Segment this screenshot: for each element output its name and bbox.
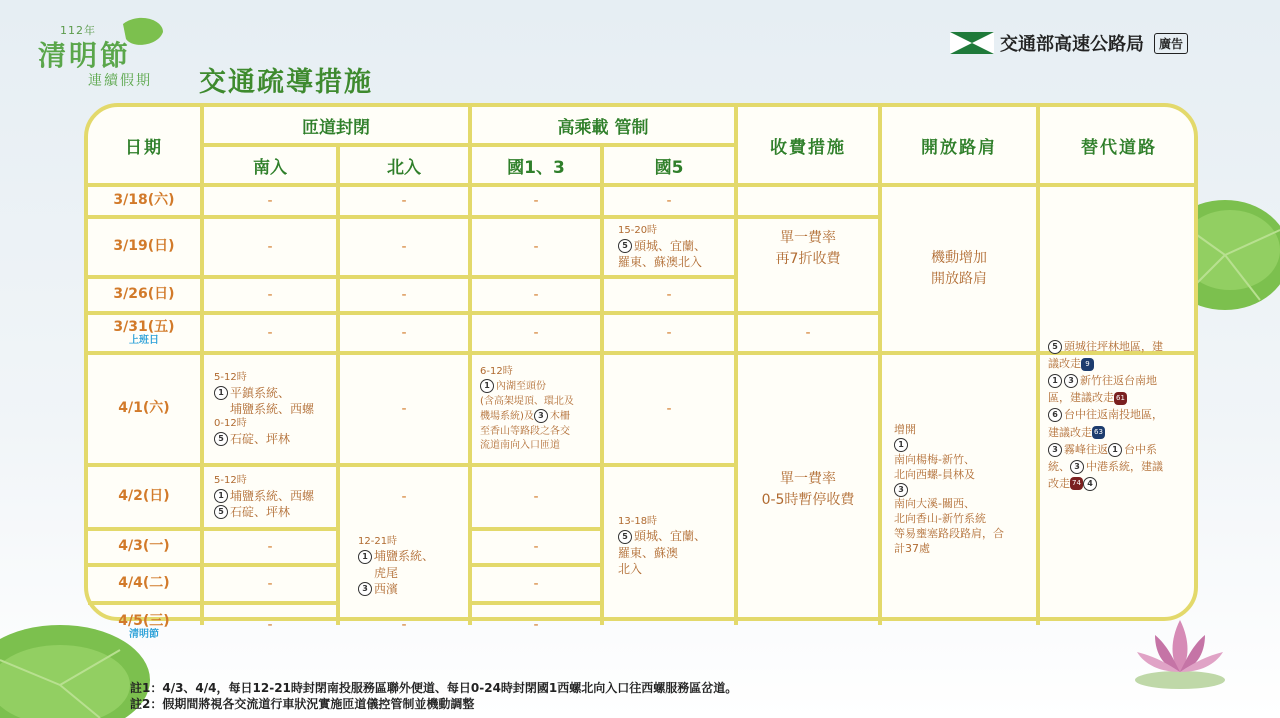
time-range: 13-18時 bbox=[618, 515, 658, 527]
date-cell bbox=[88, 187, 200, 215]
lotus-decoration bbox=[1125, 610, 1235, 690]
national-freeway-shield-icon: 5 bbox=[1048, 340, 1062, 354]
date-label: 3/26(日) bbox=[113, 286, 175, 303]
time-range: 12-21時 bbox=[358, 535, 398, 547]
cell-empty: - bbox=[533, 539, 539, 555]
cell-empty: - bbox=[401, 287, 407, 303]
header-north-entry: 北入 bbox=[387, 157, 421, 178]
national-freeway-shield-icon: 5 bbox=[618, 530, 632, 544]
header-date: 日期 bbox=[125, 137, 163, 158]
cell-hov-0401 bbox=[472, 355, 600, 463]
cell-text: 頭城、宜蘭、 bbox=[634, 529, 707, 544]
cell-text: (含高架堤頂、環北及 bbox=[480, 395, 574, 407]
date-cell bbox=[88, 567, 200, 601]
cell-text: 建議改走 bbox=[1048, 425, 1092, 439]
cell-empty: - bbox=[666, 401, 672, 417]
date-label: 4/5(三) bbox=[118, 612, 170, 629]
shoulder-measure-a bbox=[882, 187, 1036, 351]
cell-empty: - bbox=[401, 401, 407, 417]
date-cell bbox=[88, 315, 200, 351]
cell-text: 頭城往坪林地區，建 bbox=[1064, 340, 1163, 354]
cell-text: 台中往返南投地區， bbox=[1064, 408, 1163, 422]
cell-text: 統、 bbox=[1048, 459, 1070, 473]
cell-text: 增開 bbox=[894, 423, 916, 437]
header-shoulder: 開放路肩 bbox=[921, 137, 997, 158]
time-range: 15-20時 bbox=[618, 225, 658, 237]
cell-south-0402 bbox=[204, 467, 336, 527]
national-freeway-shield-icon: 4 bbox=[1083, 477, 1097, 491]
national-freeway-shield-icon: 1 bbox=[358, 550, 372, 564]
toll-measure-a bbox=[738, 187, 878, 311]
cell-empty: - bbox=[401, 489, 407, 505]
cell-text: 單一費率 bbox=[780, 471, 836, 487]
date-label: 4/4(二) bbox=[118, 575, 170, 592]
cell-text: 埔鹽系統、西螺 bbox=[230, 488, 315, 503]
cell-text: 羅東、蘇澳 bbox=[618, 545, 679, 560]
cell-empty: - bbox=[666, 287, 672, 303]
date-cell bbox=[88, 355, 200, 463]
cell-text: 內湖至頭份 bbox=[496, 381, 546, 392]
cell-text: 埔鹽系統、 bbox=[374, 549, 435, 564]
cell-empty: - bbox=[267, 287, 273, 303]
cell-text: 機動增加 bbox=[931, 250, 987, 266]
provincial-route-icon: 74 bbox=[1070, 477, 1083, 490]
national-freeway-shield-icon: 1 bbox=[214, 386, 228, 400]
cell-text: 流道南向入口匝道 bbox=[480, 440, 560, 451]
cell-empty: - bbox=[401, 325, 407, 341]
cell-text: 南向大溪-關西、 bbox=[894, 497, 975, 511]
national-freeway-shield-icon: 3 bbox=[894, 483, 908, 497]
cell-text: 至香山等路段之各交 bbox=[480, 425, 570, 437]
national-freeway-shield-icon: 1 bbox=[480, 379, 494, 393]
national-freeway-shield-icon: 1 bbox=[894, 438, 908, 452]
alternate-routes bbox=[1040, 307, 1194, 523]
cell-empty: - bbox=[666, 193, 672, 209]
cell-text: 霧峰往返 bbox=[1064, 442, 1108, 456]
provincial-route-icon: 9 bbox=[1081, 358, 1094, 371]
cell-nat5-0319 bbox=[604, 219, 734, 275]
time-range: 6-12時 bbox=[480, 365, 513, 377]
date-note: 上班日 bbox=[129, 335, 159, 347]
provincial-route-icon: 63 bbox=[1092, 426, 1105, 439]
provincial-route-icon: 61 bbox=[1114, 392, 1127, 405]
cell-text: 南向楊梅-新竹、 bbox=[894, 452, 975, 466]
date-cell bbox=[88, 607, 200, 647]
footnote-1: 註1：4/3、4/4，每日12-21時封閉南投服務區聯外便道、每日0-24時封閉國1西螺北向入口往西螺服務區岔道。 bbox=[130, 681, 738, 695]
national-freeway-shield-icon: 5 bbox=[214, 432, 228, 446]
cell-text: 木柵 bbox=[549, 411, 570, 422]
shoulder-measure-b bbox=[882, 355, 1036, 625]
date-note: 清明節 bbox=[129, 629, 159, 641]
cell-north-0403 bbox=[340, 531, 468, 601]
cell-empty: - bbox=[533, 489, 539, 505]
cell-text: 再7折收費 bbox=[775, 251, 841, 267]
cell-text: 虎尾 bbox=[374, 565, 399, 580]
date-label: 3/31(五) bbox=[113, 318, 175, 335]
cell-text: 北向香山-新竹系統 bbox=[894, 512, 986, 526]
cell-text: 中港系統，建議 bbox=[1086, 459, 1163, 473]
page-title: 交通疏導措施 bbox=[199, 67, 373, 98]
national-freeway-shield-icon: 1 bbox=[1108, 443, 1122, 457]
cell-empty: - bbox=[401, 239, 407, 255]
cell-empty: - bbox=[533, 576, 539, 592]
header-hov: 高乘載 管制 bbox=[557, 117, 649, 138]
cell-text: 改走 bbox=[1048, 476, 1070, 490]
date-cell bbox=[88, 467, 200, 527]
cell-text: 新竹往返台南地 bbox=[1080, 374, 1157, 388]
date-cell bbox=[88, 219, 200, 275]
cell-empty: - bbox=[533, 193, 539, 209]
cell-empty: - bbox=[533, 239, 539, 255]
cell-text: 議改走 bbox=[1048, 357, 1081, 371]
cell-text: 機場系統)及 bbox=[480, 411, 534, 422]
cell-text: 0-5時暫停收費 bbox=[761, 492, 855, 508]
cell-text: 羅東、蘇澳北入 bbox=[618, 254, 703, 269]
logo-subtitle: 連續假期 bbox=[88, 73, 152, 89]
national-freeway-shield-icon: 6 bbox=[1048, 408, 1062, 422]
cell-text: 計37處 bbox=[894, 541, 930, 555]
agency-logo bbox=[950, 30, 1188, 56]
cell-text: 北入 bbox=[618, 561, 643, 576]
cell-text: 平鎮系統、 bbox=[230, 385, 291, 400]
cell-empty: - bbox=[805, 325, 811, 341]
header-toll: 收費措施 bbox=[770, 137, 846, 158]
cell-south-0401 bbox=[204, 355, 336, 463]
national-freeway-shield-icon: 5 bbox=[214, 505, 228, 519]
header-alternate: 替代道路 bbox=[1081, 137, 1157, 158]
header-nat5: 國5 bbox=[654, 157, 684, 178]
cell-text: 北向西螺-員林及 bbox=[894, 467, 975, 481]
national-freeway-shield-icon: 5 bbox=[618, 239, 632, 253]
cell-empty: - bbox=[533, 287, 539, 303]
national-freeway-shield-icon: 3 bbox=[1064, 374, 1078, 388]
cell-text: 區，建議改走 bbox=[1048, 391, 1114, 405]
logo-title: 清明節 bbox=[38, 39, 132, 72]
toll-measure-b bbox=[738, 355, 878, 625]
cell-empty: - bbox=[267, 539, 273, 555]
time-range: 5-12時 bbox=[214, 475, 247, 487]
leaf-logo-icon bbox=[118, 14, 168, 54]
cell-text: 西濱 bbox=[374, 581, 399, 596]
logo-year: 112年 bbox=[60, 24, 96, 37]
cell-text: 石碇、坪林 bbox=[230, 431, 291, 446]
cell-text: 開放路肩 bbox=[931, 271, 987, 287]
national-freeway-shield-icon: 3 bbox=[534, 409, 548, 423]
national-freeway-shield-icon: 1 bbox=[1048, 374, 1062, 388]
ad-badge: 廣告 bbox=[1154, 33, 1188, 54]
date-label: 4/2(日) bbox=[118, 488, 170, 505]
cell-text: 埔鹽系統、西螺 bbox=[230, 401, 315, 416]
header-south-entry: 南入 bbox=[253, 157, 287, 178]
national-freeway-shield-icon: 3 bbox=[358, 582, 372, 596]
cell-empty: - bbox=[401, 193, 407, 209]
cell-empty: - bbox=[267, 576, 273, 592]
agency-name: 交通部高速公路局 bbox=[1000, 34, 1144, 55]
date-label: 4/3(一) bbox=[118, 538, 170, 555]
header-nat13: 國1、3 bbox=[507, 157, 565, 178]
footnote-2: 註2：假期間將視各交流道行車狀況實施匝道儀控管制並機動調整 bbox=[130, 697, 475, 711]
cell-nat5-0402 bbox=[604, 467, 734, 625]
cell-text: 單一費率 bbox=[779, 230, 836, 246]
date-label: 3/18(六) bbox=[113, 192, 175, 209]
date-label: 4/1(六) bbox=[118, 400, 170, 417]
national-freeway-shield-icon: 1 bbox=[214, 489, 228, 503]
cell-empty: - bbox=[267, 239, 273, 255]
cell-text: 石碇、坪林 bbox=[230, 504, 291, 519]
date-cell bbox=[88, 531, 200, 563]
cell-text: 台中系 bbox=[1124, 442, 1157, 456]
cell-empty: - bbox=[267, 325, 273, 341]
cell-empty: - bbox=[533, 325, 539, 341]
time-range: 0-12時 bbox=[214, 418, 247, 430]
national-freeway-shield-icon: 3 bbox=[1070, 460, 1084, 474]
date-cell bbox=[88, 279, 200, 311]
traffic-measures-table bbox=[84, 103, 1198, 641]
national-freeway-shield-icon: 3 bbox=[1048, 443, 1062, 457]
cell-empty: - bbox=[401, 617, 407, 633]
header-ramp-closure: 匝道封閉 bbox=[302, 117, 370, 138]
cell-empty: - bbox=[267, 617, 273, 633]
date-label: 3/19(日) bbox=[113, 238, 175, 255]
cell-text: 頭城、宜蘭、 bbox=[634, 238, 707, 253]
cell-empty: - bbox=[666, 325, 672, 341]
freeway-bureau-icon bbox=[950, 32, 994, 54]
time-range: 5-12時 bbox=[214, 372, 247, 384]
cell-empty: - bbox=[267, 193, 273, 209]
cell-text: 等易壅塞路段路肩，合 bbox=[894, 527, 1004, 541]
cell-empty: - bbox=[533, 617, 539, 633]
